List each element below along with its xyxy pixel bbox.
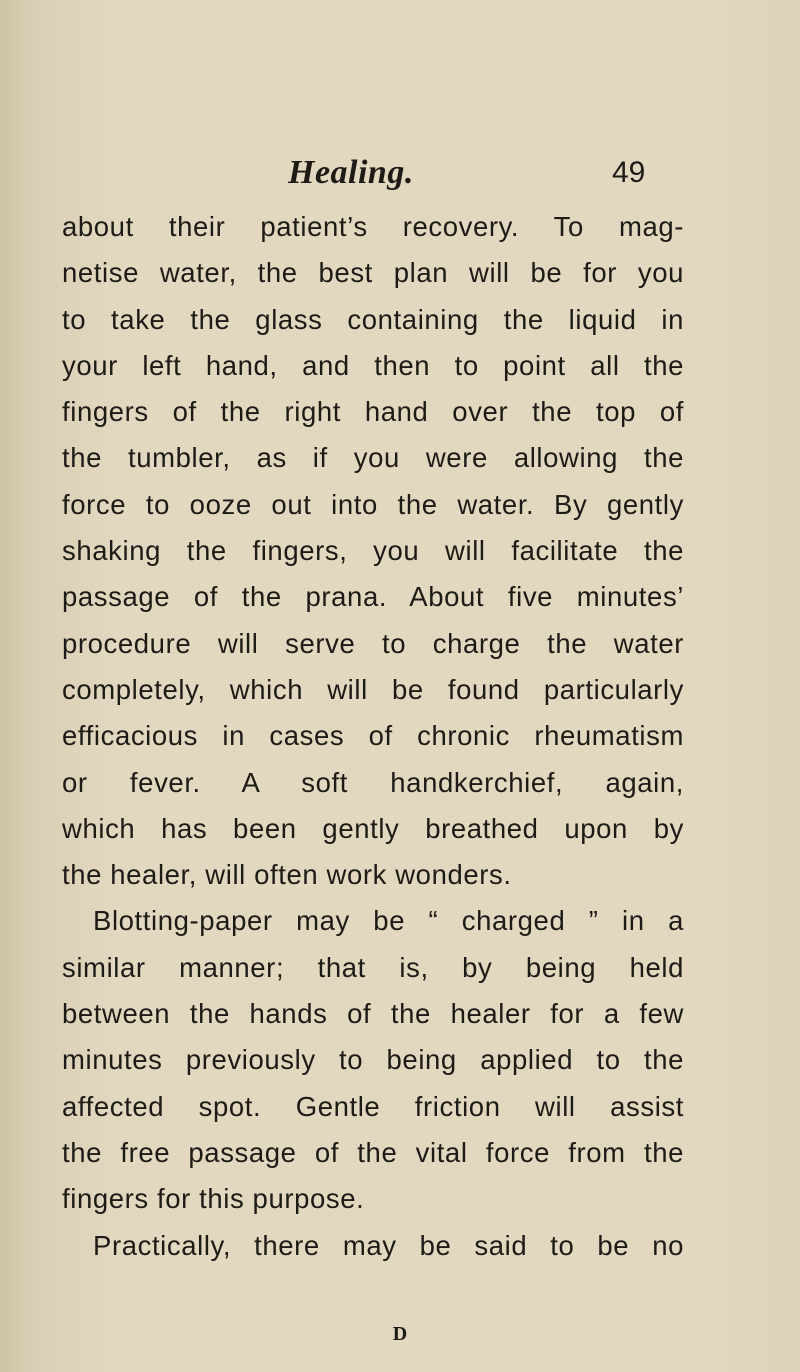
text-line: fingers of the right hand over the top of	[62, 396, 684, 428]
text-line: minutes previously to being applied to the	[62, 1044, 684, 1076]
text-line: between the hands of the healer for a few	[62, 998, 684, 1030]
text-line: force to ooze out into the water. By gently	[62, 488, 684, 520]
running-head	[0, 150, 800, 196]
text-line: affected spot. Gentle friction will assist	[62, 1090, 684, 1122]
text-line: completely, which will be found particularly	[62, 673, 684, 705]
paragraph-first-line: Practically, there may be said to be no	[93, 1229, 684, 1261]
text-line: procedure will serve to charge the water	[62, 627, 684, 659]
text-line: which has been gently breathed upon by	[62, 812, 684, 844]
paragraph-last-line: fingers for this purpose.	[62, 1183, 365, 1215]
paragraph-last-line: the healer, will often work wonders.	[62, 859, 512, 891]
text-line: your left hand, and then to point all the	[62, 349, 684, 381]
text-line: about their patient’s recovery. To mag-	[62, 211, 684, 242]
text-line: shaking the fingers, you will facilitate the	[62, 535, 684, 567]
page-number: 49	[612, 156, 646, 189]
chapter-title: Healing.	[288, 154, 414, 191]
text-line: netise water, the best plan will be for you	[62, 257, 684, 289]
text-line: to take the glass containing the liquid in	[62, 303, 684, 335]
text-line: the tumbler, as if you were allowing the	[62, 442, 684, 474]
text-line: similar manner; that is, by being held	[62, 951, 684, 983]
text-line: passage of the prana. About five minutes’	[62, 581, 684, 613]
text-line: efficacious in cases of chronic rheumatism	[62, 720, 684, 752]
signature-mark: D	[392, 1323, 408, 1345]
body-text	[62, 204, 684, 1269]
text-line: or fever. A soft handkerchief, again,	[62, 766, 684, 798]
paragraph-first-line: Blotting-paper may be “ charged ” in a	[93, 905, 684, 937]
text-line: the free passage of the vital force from the	[62, 1136, 684, 1168]
